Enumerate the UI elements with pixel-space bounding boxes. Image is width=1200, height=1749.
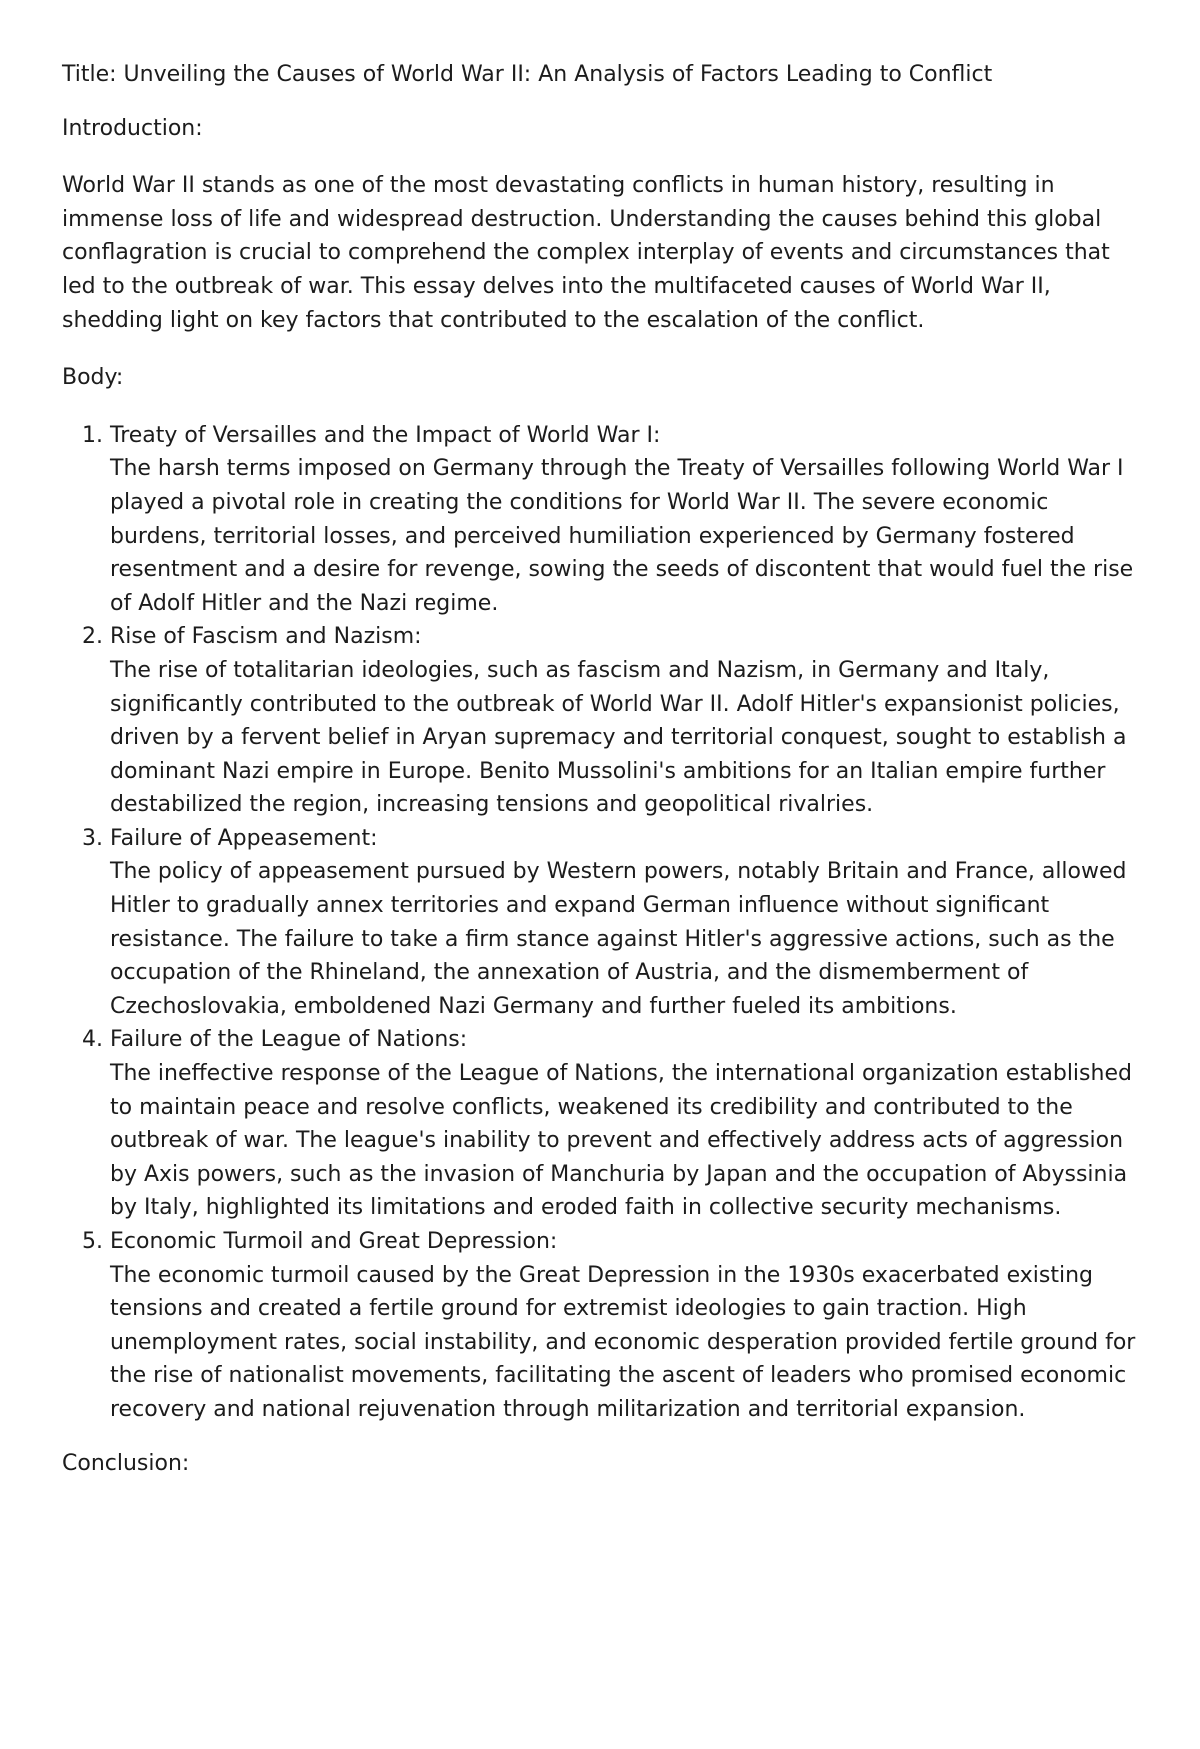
- cause-heading: 3. Failure of Appeasement:: [110, 825, 378, 851]
- introduction-heading: Introduction:: [62, 115, 203, 141]
- causes-list: [62, 419, 1142, 1427]
- list-item: [110, 419, 1142, 621]
- cause-heading: 2. Rise of Fascism and Nazism:: [110, 624, 422, 650]
- list-item: [110, 620, 1142, 822]
- cause-paragraph: The economic turmoil caused by the Great Depression in the 1930s exacerbated existing tensions and created a fertile ground for extremist ideologies to gain traction. High unemployment rates, social instability, and economic desperation provided fertile ground for the rise of nationalist movements, facilitating the ascent of leaders who promised economic recovery and national rejuvenation through militarization and territorial expansion.: [110, 1262, 1136, 1422]
- cause-heading: 5. Economic Turmoil and Great Depression:: [110, 1229, 558, 1254]
- document-title: Title: Unveiling the Causes of World War II: An Analysis of Factors Leading to Conflict: [62, 62, 993, 87]
- cause-heading: 4. Failure of the League of Nations:: [110, 1027, 468, 1053]
- document-page: [62, 58, 1142, 1500]
- cause-heading: 1. Treaty of Versailles and the Impact of World War I:: [110, 422, 661, 448]
- list-item: [110, 1023, 1142, 1225]
- list-item: [110, 822, 1142, 1024]
- cause-paragraph: The policy of appeasement pursued by Western powers, notably Britain and France, allowed Hitler to gradually annex territories and expand German influence without significant resistance. The failure to take a firm stance against Hitler's aggressive actions, such as the occupation of the Rhineland, the annexation of Austria, and the dismemberment of Czechoslovakia, emboldened Nazi Germany and further fueled its ambitions.: [110, 859, 1127, 1019]
- introduction-paragraph: World War II stands as one of the most devastating conflicts in human history, resulting in immense loss of life and widespread destruction. Understanding the causes behind this global conflagration is crucial to comprehend the complex interplay of events and circumstances that led to the outbreak of war. This essay delves into the multifaceted causes of World War II, shedding light on key factors that contributed to the escalation of the conflict.: [62, 173, 1110, 333]
- cause-paragraph: The rise of totalitarian ideologies, such as fascism and Nazism, in Germany and Italy, significantly contributed to the outbreak of World War II. Adolf Hitler's expansionist policies, driven by a fervent belief in Aryan supremacy and territorial conquest, sought to establish a dominant Nazi empire in Europe. Benito Mussolini's ambitions for an Italian empire further destabilized the region, increasing tensions and geopolitical rivalries.: [110, 657, 1127, 818]
- list-item: [110, 1225, 1142, 1427]
- cause-paragraph: The ineffective response of the League of Nations, the international organization established to maintain peace and resolve conflicts, weakened its credibility and contributed to the outbreak of war. The league's inability to prevent and effectively address acts of aggression by Axis powers, such as the invasion of Manchuria by Japan and the occupation of Abyssinia by Italy, highlighted its limitations and eroded faith in collective security mechanisms.: [110, 1061, 1132, 1221]
- cause-paragraph: The harsh terms imposed on Germany through the Treaty of Versailles following World War I played a pivotal role in creating the conditions for World War II. The severe economic burdens, territorial losses, and perceived humiliation experienced by Germany fostered resentment and a desire for revenge, sowing the seeds of discontent that would fuel the rise of Adolf Hitler and the Nazi regime.: [110, 456, 1134, 616]
- body-heading: Body:: [62, 365, 124, 391]
- conclusion-heading: Conclusion:: [62, 1450, 190, 1476]
